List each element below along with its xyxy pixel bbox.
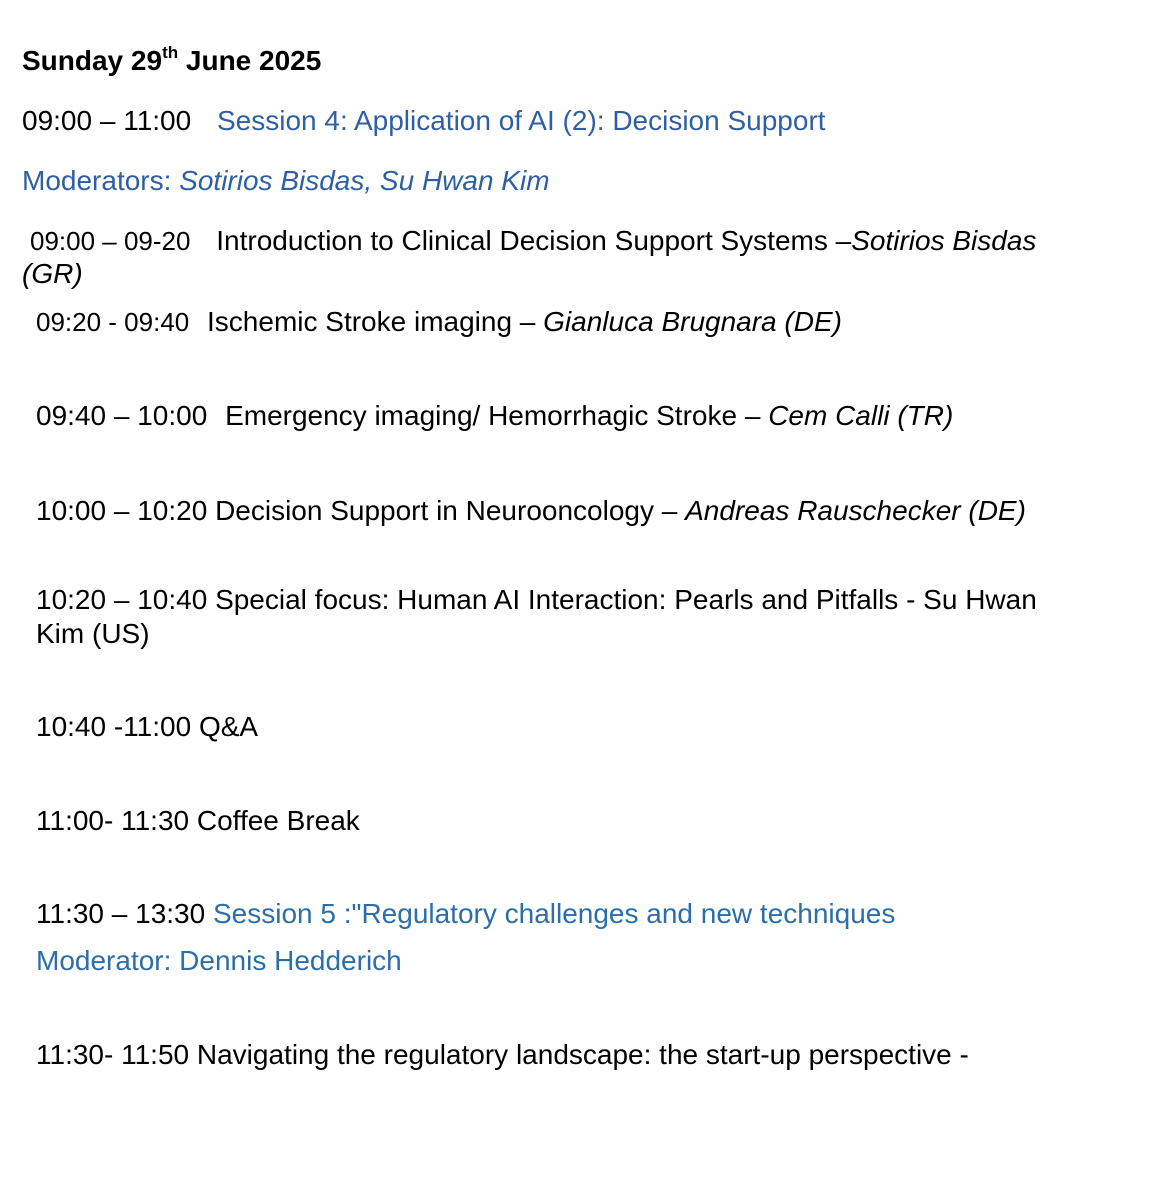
agenda-title: Special focus: Human AI Interaction: Pearls and Pitfalls - Su Hwan [215, 584, 1037, 615]
agenda-item [36, 709, 258, 745]
heading-month-year: June 2025 [178, 45, 322, 76]
session-5-header [36, 896, 895, 932]
agenda-time: 11:30- 11:50 [36, 1039, 190, 1070]
heading-day: Sunday 29 [22, 45, 163, 76]
agenda-item [36, 304, 842, 340]
agenda-time: 09:00 – 09-20 [30, 226, 191, 256]
session-4-time: 09:00 – 11:00 [22, 105, 192, 136]
agenda-title: Coffee Break [196, 805, 360, 836]
agenda-item [36, 398, 953, 434]
agenda-item [36, 1037, 969, 1073]
moderators-label: Moderators: [22, 165, 180, 196]
session-4-header [22, 103, 826, 139]
agenda-title: Navigating the regulatory landscape: the start-up perspective - [196, 1039, 969, 1070]
agenda-title: Q&A [198, 711, 259, 742]
agenda-item [36, 582, 1037, 618]
agenda-title-continued: Kim (US) [36, 618, 150, 649]
moderators-names: Sotirios Bisdas, Su Hwan Kim [179, 165, 550, 196]
agenda-time: 10:40 -11:00 [36, 711, 192, 742]
agenda-title: Ischemic Stroke imaging – [207, 306, 544, 337]
agenda-item [30, 223, 1036, 259]
agenda-time: 10:00 – 10:20 [36, 495, 208, 526]
agenda-speaker: Cem Calli (TR) [768, 400, 954, 431]
session-5-title: Session 5 :"Regulatory challenges and new techniques [212, 898, 896, 929]
session-5-moderator: Moderator: Dennis Hedderich [36, 945, 402, 976]
page-heading [22, 43, 321, 79]
agenda-speaker: Sotirios Bisdas [851, 225, 1037, 256]
agenda-item [36, 803, 360, 839]
agenda-time: 09:20 - 09:40 [36, 307, 190, 337]
session-4-moderators [22, 163, 550, 199]
agenda-title: Introduction to Clinical Decision Support Systems – [216, 225, 852, 256]
session-4-title: Session 4: Application of AI (2): Decision Support [216, 105, 826, 136]
agenda-time: 09:40 – 10:00 [36, 400, 208, 431]
agenda-time: 11:00- 11:30 [36, 805, 190, 836]
agenda-title: Emergency imaging/ Hemorrhagic Stroke – [225, 400, 769, 431]
agenda-title: Decision Support in Neurooncology – [215, 495, 686, 526]
agenda-time: 10:20 – 10:40 [36, 584, 208, 615]
heading-ordinal: th [162, 42, 179, 62]
agenda-item [36, 493, 1026, 529]
agenda-speaker: Gianluca Brugnara (DE) [543, 306, 842, 337]
session-5-time: 11:30 – 13:30 [36, 898, 206, 929]
agenda-speaker-continued: (GR) [22, 258, 83, 289]
agenda-speaker: Andreas Rauschecker (DE) [685, 495, 1026, 526]
